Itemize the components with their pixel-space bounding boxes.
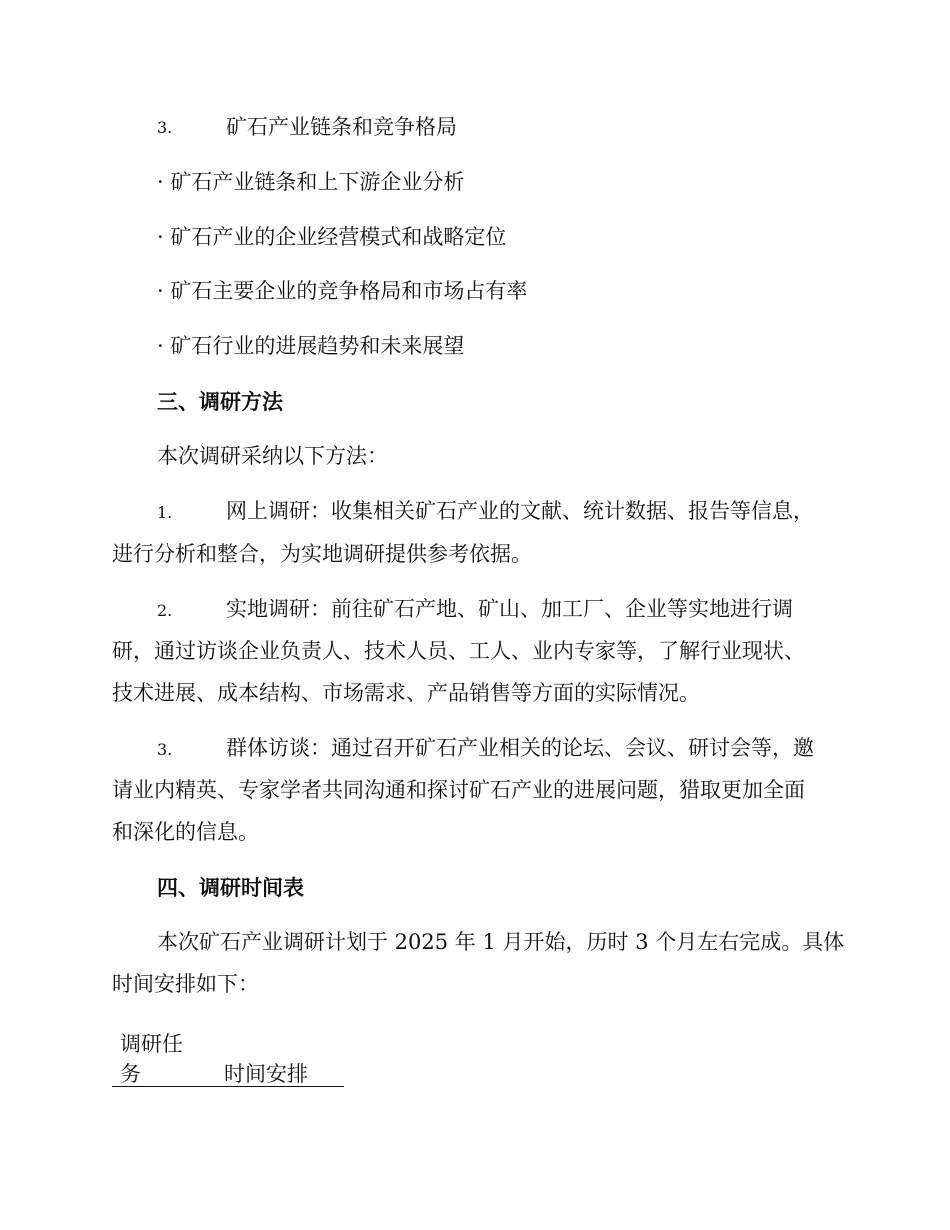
section-heading: 四、调研时间表 <box>157 875 304 900</box>
bullet-item: · 矿石行业的进展趋势和未来展望 <box>157 334 465 358</box>
bullet-item: · 矿石产业的企业经营模式和战略定位 <box>157 225 507 249</box>
table-header-task: 调研任务 <box>120 1032 183 1086</box>
bullet-item: · 矿石主要企业的竞争格局和市场占有率 <box>157 279 528 303</box>
schedule-table <box>112 1030 344 1087</box>
paragraph: 本次调研采纳以下方法： <box>157 444 388 468</box>
section-heading: 三、调研方法 <box>157 389 283 414</box>
paragraph-line: 技术进展、成本结构、市场需求、产品销售等方面的实际情况。 <box>112 681 700 705</box>
paragraph-line: 群体访谈：通过召开矿石产业相关的论坛、会议、研讨会等，邀 <box>226 736 814 760</box>
paragraph-line: 研，通过访谈企业负责人、技术人员、工人、业内专家等，了解行业现状、 <box>112 639 805 663</box>
table-header-time: 时间安排 <box>224 1062 308 1086</box>
paragraph-line: 实地调研：前往矿石产地、矿山、加工厂、企业等实地进行调 <box>226 597 793 621</box>
list-number: 1. <box>157 503 173 522</box>
list-number: 3. <box>157 740 173 759</box>
paragraph-line: 和深化的信息。 <box>112 820 259 844</box>
list-number: 2. <box>157 601 173 620</box>
paragraph-line: 本次矿石产业调研计划于 2025 年 1 月开始，历时 3 个月左右完成。具体 <box>157 930 845 954</box>
paragraph-line: 时间安排如下： <box>112 972 259 996</box>
paragraph-line: 进行分析和整合，为实地调研提供参考依据。 <box>112 542 532 566</box>
list-item-text: 矿石产业链条和竞争格局 <box>226 115 457 139</box>
paragraph-line: 网上调研：收集相关矿石产业的文献、统计数据、报告等信息， <box>226 499 814 523</box>
paragraph-line: 请业内精英、专家学者共同沟通和探讨矿石产业的进展问题，猎取更加全面 <box>112 778 805 802</box>
bullet-item: · 矿石产业链条和上下游企业分析 <box>157 170 465 194</box>
list-number: 3. <box>157 118 173 137</box>
